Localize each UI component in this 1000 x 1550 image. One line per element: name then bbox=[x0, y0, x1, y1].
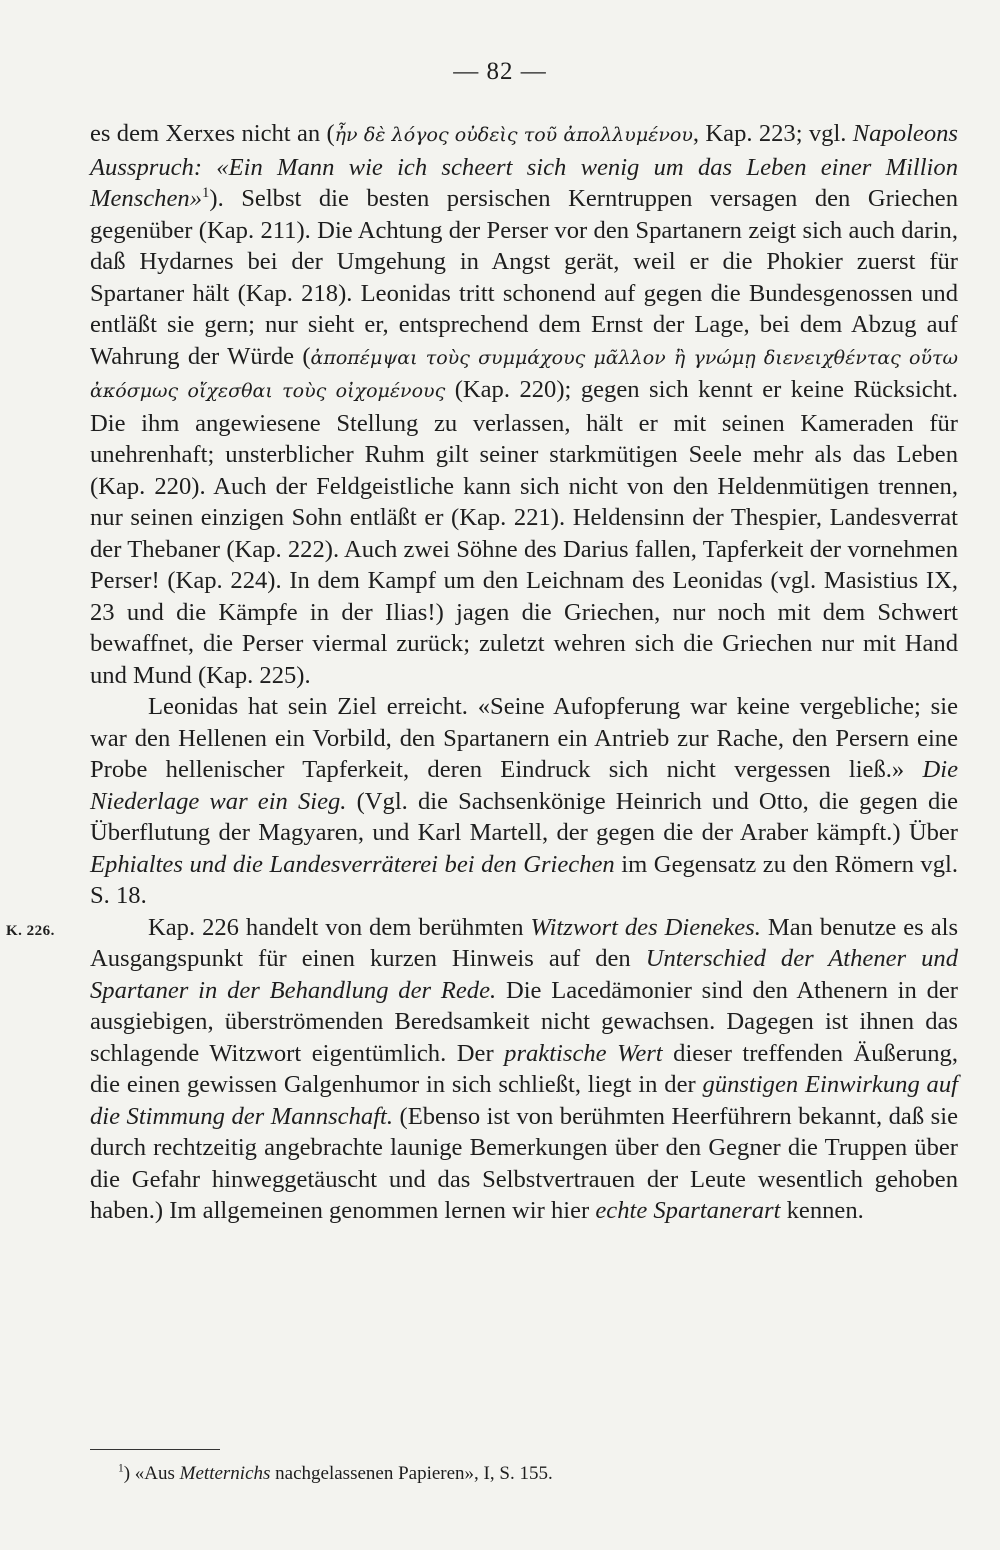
p2-text-1: Leonidas hat sein Ziel erreicht. «Seine Aufopferung war keine vergebliche; sie war den Hellenen ein Vorbild, den Spartanern ein Antrieb zur Rache, den Persern eine Probe hellenischer Tapferkeit, deren Eindruck sich nicht vergessen ließ.» bbox=[90, 693, 958, 783]
paragraph-3 bbox=[90, 912, 958, 1227]
p3-emphasis-2: Unterschied der Athener und Spartaner in der Behandlung der Rede. bbox=[90, 945, 959, 1004]
p3-text-1: Kap. 226 handelt von dem berühmten bbox=[148, 913, 531, 941]
p3-emphasis-4: günstigen Einwirkung auf die Stimmung der Mannschaft. bbox=[90, 1071, 958, 1130]
paragraph-3-wrapper bbox=[6, 912, 959, 1227]
p3-emphasis-1: Witzwort des Dienekes. bbox=[530, 913, 761, 941]
p3-emphasis-3: praktische Wert bbox=[504, 1039, 663, 1067]
p2-text-2: (Vgl. die Sachsenkönige Heinrich und Otto, die gegen die Überflutung der Magyaren, und Karl Martell, der gegen die der Araber kämpft.) Über bbox=[90, 787, 958, 846]
footnote-text-2: nachgelassenen Papieren», I, S. 155. bbox=[270, 1463, 553, 1484]
page-number: — 82 — bbox=[453, 58, 547, 85]
margin-note: K. 226. bbox=[6, 922, 55, 939]
p3-text-6: kennen. bbox=[780, 1197, 864, 1224]
p1-text-4: (Kap. 220); gegen sich kennt er keine Rücksicht. Die ihm angewiesene Stellung zu verlassen, hält er mit seinen Kameraden für unehrenhaft; unsterblicher Ruhm gilt seiner starkmütigen Seele mehr als das Leben (Kap. 220). Auch der Feldgeistliche kann sich nicht von den Heldenmütigen trennen, nur seinen einzigen Sohn entläßt er (Kap. 221). Heldensinn der Thespier, Landesverrat der Thebaner (Kap. 222). Auch zwei Söhne des Darius fallen, Tapferkeit der vornehmen Perser! (Kap. 224). In dem Kampf um den Leichnam des Leonidas (vgl. Masistius IX, 23 und die Kämpfe in der Ilias!) jagen die Griechen, nur noch mit dem Schwert bewaffnet, die Perser viermal zurück; zuletzt wehren sich die Griechen nur mit Hand und Mund (Kap. 225). bbox=[90, 376, 958, 689]
body-text bbox=[6, 118, 959, 1227]
p2-text-3: im Gegensatz zu den Römern vgl. S. 18. bbox=[90, 850, 958, 909]
p3-emphasis-5: echte Spartanerart bbox=[595, 1197, 781, 1224]
p1-text-3: ). Selbst die besten persischen Kerntruppen versagen den Griechen gegenüber (Kap. 211). Die Achtung der Perser vor den Spartanern zeigt sich auch darin, daß Hydarnes bei der Umgehung in Angst gerät, weil er die Phokier zuerst für Spartaner hält (Kap. 218). Leonidas tritt schonend auf gegen die Bundesgenossen und entläßt sie gern; nur sieht er, entsprechend dem Ernst der Lage, bei dem Abzug auf Wahrung der Würde ( bbox=[90, 185, 958, 370]
footnote-reference: 1 bbox=[202, 184, 210, 201]
footnote bbox=[118, 1462, 553, 1486]
p2-emphasis-2: Ephialtes und die Landesverräterei bei den Griechen bbox=[90, 850, 615, 878]
p2-emphasis-1: Die Niederlage war ein Sieg. bbox=[90, 756, 958, 815]
greek-quote-2: ἀποπέμψαι τοὺς συμμάχους μᾶλλον ἢ γνώμῃ διενειχθέντας οὕτω ἀκόσμως οἴχεσθαι τοὺς οἰχομένους bbox=[90, 346, 958, 402]
p3-text-4: dieser treffenden Äußerung, die einen gewissen Galgenhumor in sich schließt, liegt in der bbox=[90, 1039, 958, 1098]
p3-text-5: (Ebenso ist von berühmten Heerführern bekannt, daß sie durch rechtzeitig angebrachte launige Bemerkungen über den Gegner die Truppen über die Gefahr hinweggetäuscht und das Selbstvertrauen der Leute wesentlich gehoben haben.) Im allgemeinen genommen lernen wir hier bbox=[90, 1102, 958, 1224]
napoleon-quote: Napoleons Ausspruch: «Ein Mann wie ich scheert sich wenig um das Leben einer Million Menschen» bbox=[90, 120, 958, 212]
p1-text-2: , Kap. 223; vgl. bbox=[692, 120, 853, 147]
greek-quote-1: ἦν δὲ λόγος οὐδεὶς τοῦ ἀπολλυμένου bbox=[334, 124, 693, 146]
p3-text-2: Man benutze es als Ausgangspunkt für einen kurzen Hinweis auf den bbox=[90, 913, 959, 972]
p3-text-3: Die Lacedämonier sind den Athenern in der ausgiebigen, überströmenden Beredsamkeit nicht gewachsen. Dagegen ist ihnen das schlagende Witzwort eigentümlich. Der bbox=[90, 976, 958, 1067]
footnote-divider bbox=[90, 1449, 220, 1450]
footnote-mark: 1 bbox=[118, 1462, 124, 1475]
paragraph-1 bbox=[90, 118, 958, 691]
footnote-emphasis: Metternichs bbox=[179, 1463, 271, 1484]
paragraph-2 bbox=[90, 691, 958, 912]
p1-text-1: es dem Xerxes nicht an ( bbox=[90, 120, 335, 147]
footnote-text-1: ) «Aus bbox=[123, 1463, 180, 1484]
